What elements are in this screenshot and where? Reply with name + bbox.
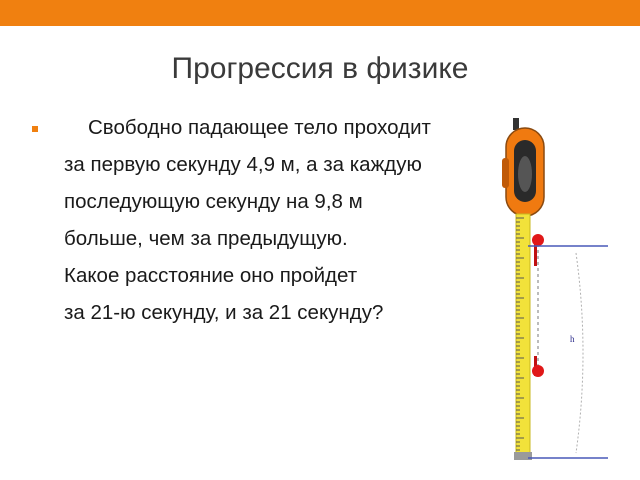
top-accent-bar xyxy=(0,0,640,26)
text-line-3: последующую секунду на 9,8 м xyxy=(64,190,363,213)
height-arc xyxy=(576,253,583,453)
text-line-2: за первую секунду 4,9 м, а за каждую xyxy=(64,153,422,176)
text-line-6: за 21-ю секунду, и за 21 секунду? xyxy=(64,301,384,324)
height-label: h xyxy=(570,334,575,344)
text-line-5: Какое расстояние оно пройдет xyxy=(64,264,358,287)
slide-title: Прогрессия в физике xyxy=(171,52,469,85)
text-line-4: больше, чем за предыдущую. xyxy=(64,227,348,250)
text-line-1: Свободно падающее тело проходит xyxy=(88,116,431,139)
measuring-tape-strip xyxy=(514,214,532,460)
tape-measure-body-icon xyxy=(502,128,544,216)
tape-clip xyxy=(513,118,519,130)
tape-measure-illustration xyxy=(500,118,620,463)
bullet-marker-icon xyxy=(32,126,38,132)
